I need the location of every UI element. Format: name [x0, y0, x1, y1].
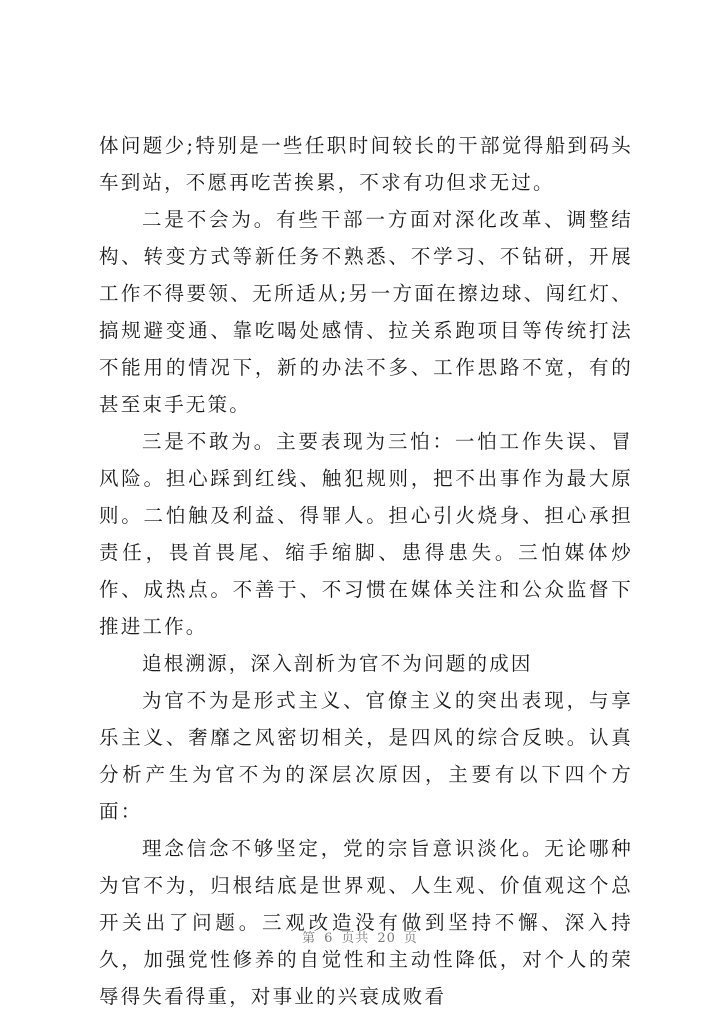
paragraph-5: 为官不为是形式主义、官僚主义的突出表现，与享乐主义、奢靡之风密切相关，是四风的综合反映。认真分析产生为官不为的深层次原因，主要有以下四个方面： — [99, 689, 633, 823]
paragraph-2: 二是不会为。有些干部一方面对深化改革、调整结构、转变方式等新任务不熟悉、不学习、不钻研，开展工作不得要领、无所适从;另一方面在擦边球、闯红灯、搞规避变通、靠吃喝处感情、拉关系跑项目等传统打法不能用的情况下，新的办法不多、工作思路不宽，有的甚至束手无策。 — [99, 208, 633, 416]
footer-current-page: 6 — [324, 931, 334, 946]
document-body — [99, 127, 633, 1015]
footer-prefix: 第 — [302, 931, 317, 946]
footer-middle: 页共 — [341, 931, 370, 946]
paragraph-1: 体问题少;特别是一些任职时间较长的干部觉得船到码头车到站，不愿再吃苦挨累，不求有功但求无过。 — [99, 134, 633, 194]
paragraph-3: 三是不敢为。主要表现为三怕：一怕工作失误、冒风险。担心踩到红线、触犯规则，把不出事作为最大原则。二怕触及利益、得罪人。担心引火烧身、担心承担责任，畏首畏尾、缩手缩脚、患得患失。三怕媒体炒作、成热点。不善于、不习惯在媒体关注和公众监督下推进工作。 — [99, 430, 633, 638]
footer-suffix: 页 — [403, 931, 418, 946]
paragraph-6: 理念信念不够坚定，党的宗旨意识淡化。无论哪种为官不为，归根结底是世界观、人生观、价值观这个总开关出了问题。三观改造没有做到坚持不懈、深入持久，加强党性修养的自觉性和主动性降低，对个人的荣辱得失看得重，对事业的兴衰成败看 — [99, 837, 633, 1008]
page-footer — [0, 927, 720, 946]
section-heading: 追根溯源，深入剖析为官不为问题的成因 — [142, 652, 533, 675]
footer-total-pages: 20 — [377, 931, 396, 946]
